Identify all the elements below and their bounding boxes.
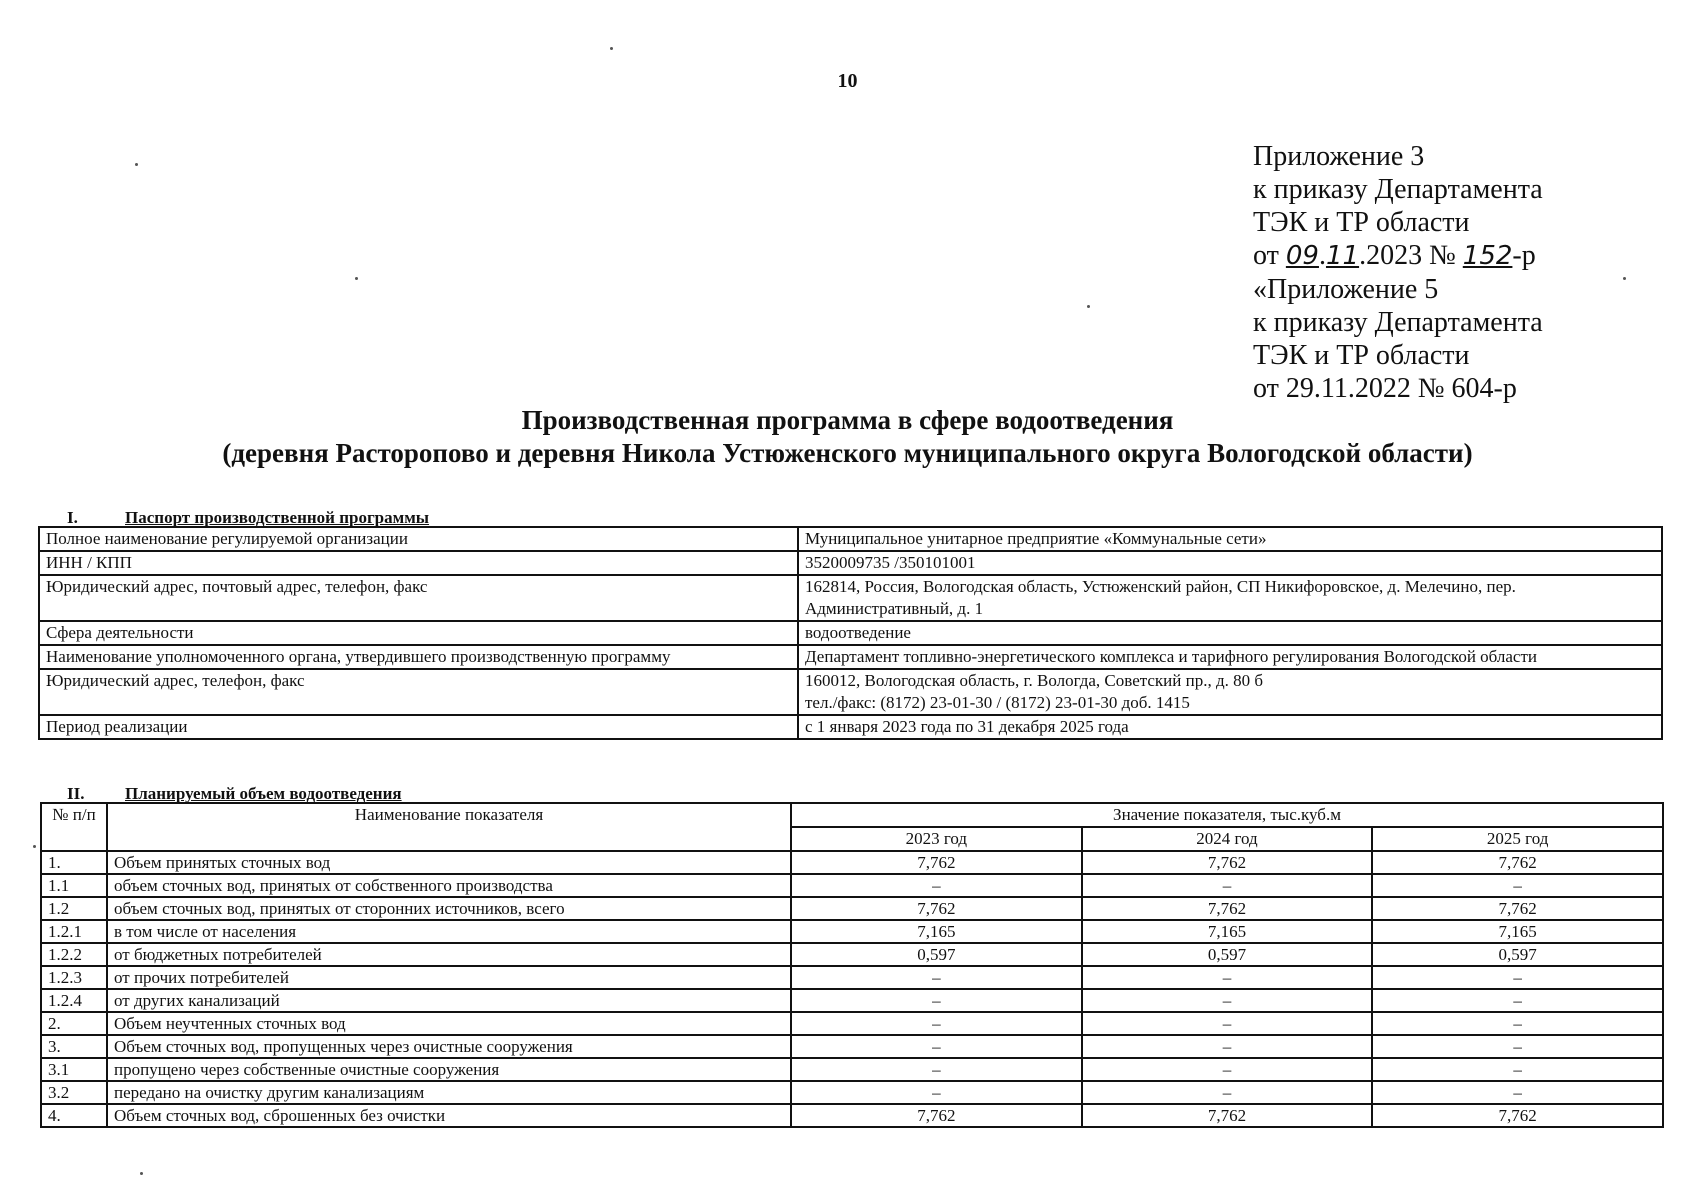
table-row: [41, 943, 1663, 966]
value-2023: 7,762: [791, 897, 1082, 920]
value-2025: –: [1372, 1058, 1663, 1081]
section-heading: [67, 784, 402, 804]
value-2025: 0,597: [1372, 943, 1663, 966]
passport-key: Юридический адрес, почтовый адрес, телефон, факс: [39, 575, 798, 621]
passport-value: 3520009735 /350101001: [798, 551, 1662, 575]
value-2025: 7,762: [1372, 851, 1663, 874]
table-row: [41, 1081, 1663, 1104]
value-2024: –: [1082, 989, 1373, 1012]
appendix-line: от 29.11.2022 № 604-р: [1253, 373, 1517, 404]
appendix-line: к приказу Департамента: [1253, 174, 1543, 205]
section-number: II.: [67, 784, 85, 803]
indicator-name: от других канализаций: [107, 989, 791, 1012]
section-title: Планируемый объем водоотведения: [125, 784, 402, 803]
col-header-num: № п/п: [41, 803, 107, 851]
row-number: 1.2.4: [41, 989, 107, 1012]
passport-key: ИНН / КПП: [39, 551, 798, 575]
table-row: [41, 851, 1663, 874]
indicator-name: объем сточных вод, принятых от сторонних источников, всего: [107, 897, 791, 920]
scan-speck: [33, 845, 36, 848]
indicator-name: Объем сточных вод, сброшенных без очистки: [107, 1104, 791, 1127]
appendix-order-line: [1253, 239, 1543, 273]
value-2024: 7,762: [1082, 851, 1373, 874]
value-2024: –: [1082, 966, 1373, 989]
indicator-name: передано на очистку другим канализациям: [107, 1081, 791, 1104]
value-2025: –: [1372, 874, 1663, 897]
value-2024: –: [1082, 1012, 1373, 1035]
section-heading: [67, 508, 429, 528]
table-row: [41, 989, 1663, 1012]
indicator-name: объем сточных вод, принятых от собственного производства: [107, 874, 791, 897]
order-prefix: от: [1253, 240, 1286, 271]
indicator-name: от прочих потребителей: [107, 966, 791, 989]
section-title: Паспорт производственной программы: [125, 508, 430, 527]
passport-table: [38, 526, 1663, 740]
phone-line: тел./факс: (8172) 23-01-30 / (8172) 23-01-30 доб. 1415: [805, 693, 1190, 712]
passport-value: Департамент топливно-энергетического комплекса и тарифного регулирования Вологодской области: [798, 645, 1662, 669]
value-2024: –: [1082, 1081, 1373, 1104]
value-2024: 7,762: [1082, 1104, 1373, 1127]
row-number: 1.2.3: [41, 966, 107, 989]
indicator-name: Объем сточных вод, пропущенных через очистные сооружения: [107, 1035, 791, 1058]
value-2023: –: [791, 1012, 1082, 1035]
value-2023: –: [791, 1058, 1082, 1081]
table-row: [39, 527, 1662, 551]
value-2023: –: [791, 1035, 1082, 1058]
table-row: [41, 874, 1663, 897]
row-number: 4.: [41, 1104, 107, 1127]
table-row: [41, 1035, 1663, 1058]
table-row: [39, 621, 1662, 645]
indicator-name: пропущено через собственные очистные сооружения: [107, 1058, 791, 1081]
page-number: 10: [837, 70, 858, 92]
table-row: [41, 966, 1663, 989]
handwritten-day: 09: [1285, 241, 1319, 271]
value-2024: –: [1082, 874, 1373, 897]
table-row: [39, 575, 1662, 621]
passport-key: Юридический адрес, телефон, факс: [39, 669, 798, 715]
row-number: 3.1: [41, 1058, 107, 1081]
scan-speck: [610, 47, 613, 50]
passport-value: Муниципальное унитарное предприятие «Коммунальные сети»: [798, 527, 1662, 551]
value-2024: 0,597: [1082, 943, 1373, 966]
order-year: .2023 №: [1359, 240, 1463, 271]
value-2023: –: [791, 966, 1082, 989]
passport-key: Сфера деятельности: [39, 621, 798, 645]
appendix-line: Приложение 3: [1253, 141, 1425, 172]
scan-speck: [355, 277, 358, 280]
passport-key: Полное наименование регулируемой организации: [39, 527, 798, 551]
col-header-value: Значение показателя, тыс.куб.м: [791, 803, 1663, 827]
order-suffix: -р: [1512, 240, 1536, 271]
row-number: 2.: [41, 1012, 107, 1035]
indicator-name: от бюджетных потребителей: [107, 943, 791, 966]
value-2025: 7,165: [1372, 920, 1663, 943]
value-2023: 0,597: [791, 943, 1082, 966]
value-2025: –: [1372, 1035, 1663, 1058]
table-row: [39, 645, 1662, 669]
volume-table-body: [41, 851, 1663, 1127]
value-2025: 7,762: [1372, 897, 1663, 920]
value-2025: –: [1372, 1012, 1663, 1035]
table-row: [39, 715, 1662, 739]
appendix-line: к приказу Департамента: [1253, 307, 1543, 338]
value-2025: –: [1372, 1081, 1663, 1104]
scan-speck: [1623, 277, 1626, 280]
table-row: [39, 669, 1662, 715]
document-title: Производственная программа в сфере водоотведения: [521, 405, 1174, 435]
value-2025: –: [1372, 966, 1663, 989]
value-2024: –: [1082, 1058, 1373, 1081]
table-header-row: [41, 803, 1663, 827]
passport-key: Наименование уполномоченного органа, утвердившего производственную программу: [39, 645, 798, 669]
passport-value: с 1 января 2023 года по 31 декабря 2025 года: [798, 715, 1662, 739]
row-number: 1.: [41, 851, 107, 874]
row-number: 1.2: [41, 897, 107, 920]
table-row: [41, 1104, 1663, 1127]
row-number: 3.: [41, 1035, 107, 1058]
table-row: [41, 1012, 1663, 1035]
col-header-name: Наименование показателя: [107, 803, 791, 851]
value-2023: 7,762: [791, 1104, 1082, 1127]
value-2023: 7,762: [791, 851, 1082, 874]
appendix-block: [1253, 140, 1543, 405]
table-row: [41, 920, 1663, 943]
scan-speck: [135, 163, 138, 166]
passport-value-multiline: [798, 669, 1662, 715]
passport-value: 162814, Россия, Вологодская область, Устюженский район, СП Никифоровское, д. Мелечино, пер. Административный, д. 1: [798, 575, 1662, 621]
passport-value: водоотведение: [798, 621, 1662, 645]
value-2025: 7,762: [1372, 1104, 1663, 1127]
scan-speck: [140, 1172, 143, 1175]
indicator-name: Объем принятых сточных вод: [107, 851, 791, 874]
row-number: 1.2.1: [41, 920, 107, 943]
value-2024: 7,762: [1082, 897, 1373, 920]
indicator-name: Объем неучтенных сточных вод: [107, 1012, 791, 1035]
col-header-year: 2024 год: [1082, 827, 1373, 851]
table-row: [39, 551, 1662, 575]
document-subtitle: (деревня Расторопово и деревня Никола Устюженского муниципального округа Вологодской области): [222, 438, 1473, 468]
handwritten-order-number: 152: [1462, 241, 1513, 271]
value-2024: –: [1082, 1035, 1373, 1058]
value-2024: 7,165: [1082, 920, 1373, 943]
table-row: [41, 897, 1663, 920]
col-header-year: 2023 год: [791, 827, 1082, 851]
handwritten-month: 11: [1325, 241, 1360, 271]
value-2023: –: [791, 874, 1082, 897]
col-header-year: 2025 год: [1372, 827, 1663, 851]
address-line: 160012, Вологодская область, г. Вологда, Советский пр., д. 80 б: [805, 671, 1264, 690]
scan-speck: [1087, 305, 1090, 308]
order-sep: .: [1318, 240, 1326, 271]
table-row: [41, 1058, 1663, 1081]
appendix-line: «Приложение 5: [1253, 274, 1439, 305]
indicator-name: в том числе от населения: [107, 920, 791, 943]
row-number: 1.2.2: [41, 943, 107, 966]
volume-table: [40, 802, 1664, 1128]
passport-key: Период реализации: [39, 715, 798, 739]
value-2023: –: [791, 989, 1082, 1012]
appendix-line: ТЭК и ТР области: [1253, 340, 1470, 371]
value-2023: –: [791, 1081, 1082, 1104]
section-number: I.: [67, 508, 78, 527]
value-2023: 7,165: [791, 920, 1082, 943]
row-number: 3.2: [41, 1081, 107, 1104]
value-2025: –: [1372, 989, 1663, 1012]
row-number: 1.1: [41, 874, 107, 897]
appendix-line: ТЭК и ТР области: [1253, 207, 1470, 238]
